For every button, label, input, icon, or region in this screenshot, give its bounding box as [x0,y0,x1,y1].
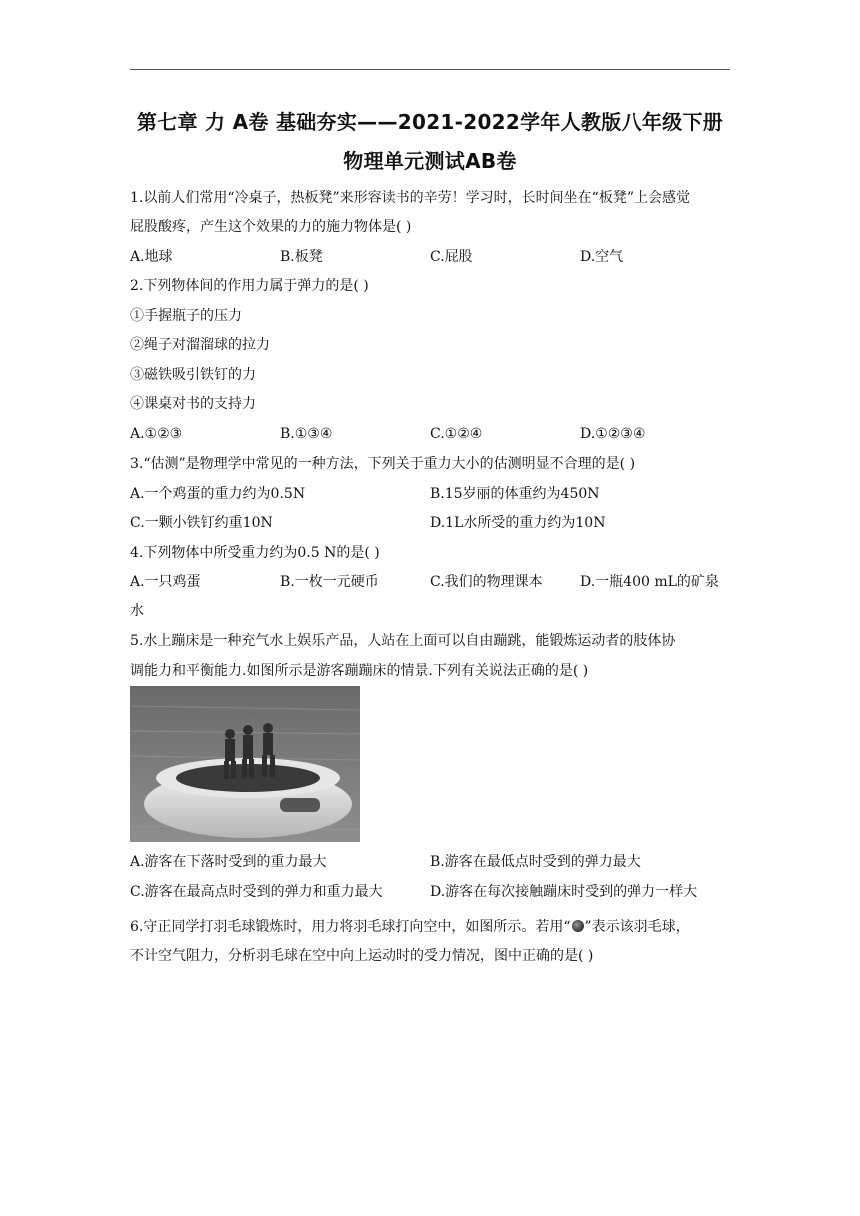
q4-option-d: D.一瓶400 mL的矿泉 [580,574,719,590]
q2-stem: 2.下列物体间的作用力属于弹力的是( ) [130,278,369,294]
q1-option-a: A.地球 [130,249,173,265]
q4-stem: 4.下列物体中所受重力约为0.5 N的是( ) [130,545,380,561]
q3-option-b: B.15岁丽的体重约为450N [430,486,600,502]
q4-option-b: B.一枚一元硬币 [280,574,379,590]
q1-option-d: D.空气 [580,249,624,265]
q5-option-b: B.游客在最低点时受到的弹力最大 [430,854,641,870]
q3-option-d: D.1L水所受的重力约为10N [430,515,606,531]
q5-stem-line2: 调能力和平衡能力.如图所示是游客蹦蹦床的情景.下列有关说法正确的是( ) [130,663,589,679]
q2-option-d: D.①②③④ [580,426,646,442]
q6-stem-line2: 不计空气阻力，分析羽毛球在空中向上运动时的受力情况，图中正确的是( ) [130,948,594,964]
q6-stem-line1 [130,917,740,937]
q4-option-d-wrap: 水 [130,603,144,619]
page-title: 第七章 力 A卷 基础夯实——2021-2022学年人教版八年级下册 [136,110,724,134]
q4-option-c: C.我们的物理课本 [430,574,543,590]
q5-stem-line1: 5.水上蹦床是一种充气水上娱乐产品，人站在上面可以自由蹦跳，能锻炼运动者的肢体协 [130,633,676,649]
q3-option-a: A.一个鸡蛋的重力约为0.5N [130,486,306,502]
q2-item-4: ④课桌对书的支持力 [130,396,256,412]
header-rule [130,69,730,70]
q2-item-1: ①手握瓶子的压力 [130,308,242,324]
q2-option-c: C.①②④ [430,426,483,442]
q2-option-a: A.①②③ [130,426,183,442]
q2-item-2: ②绳子对溜溜球的拉力 [130,337,270,353]
q1-stem-line1: 1.以前人们常用“冷桌子，热板凳”来形容读书的辛劳！学习时，长时间坐在“板凳”上会感觉 [130,190,690,206]
q6-stem-line1-end: ”表示该羽毛球， [584,919,690,935]
q1-option-c: C.屁股 [430,249,473,265]
q1-stem-line2: 屁股酸疼，产生这个效果的力的施力物体是( ) [130,219,412,235]
q2-option-b: B.①③④ [280,426,333,442]
q5-option-a: A.游客在下落时受到的重力最大 [130,854,327,870]
page-subtitle: 物理单元测试AB卷 [343,149,517,173]
q3-stem: 3.“估测”是物理学中常见的一种方法，下列关于重力大小的估测明显不合理的是( ) [130,456,636,472]
q4-option-a: A.一只鸡蛋 [130,574,201,590]
q5-option-d: D.游客在每次接触蹦床时受到的弹力一样大 [430,884,698,900]
q6-stem-line1-start: 6.守正同学打羽毛球锻炼时，用力将羽毛球打向空中，如图所示。若用“ [130,919,571,935]
q1-option-b: B.板凳 [280,249,323,265]
q2-item-3: ③磁铁吸引铁钉的力 [130,367,256,383]
shuttlecock-icon [572,920,584,932]
trampoline-photo [130,686,360,842]
q5-option-c: C.游客在最高点时受到的弹力和重力最大 [130,884,383,900]
q3-option-c: C.一颗小铁钉约重10N [130,515,273,531]
